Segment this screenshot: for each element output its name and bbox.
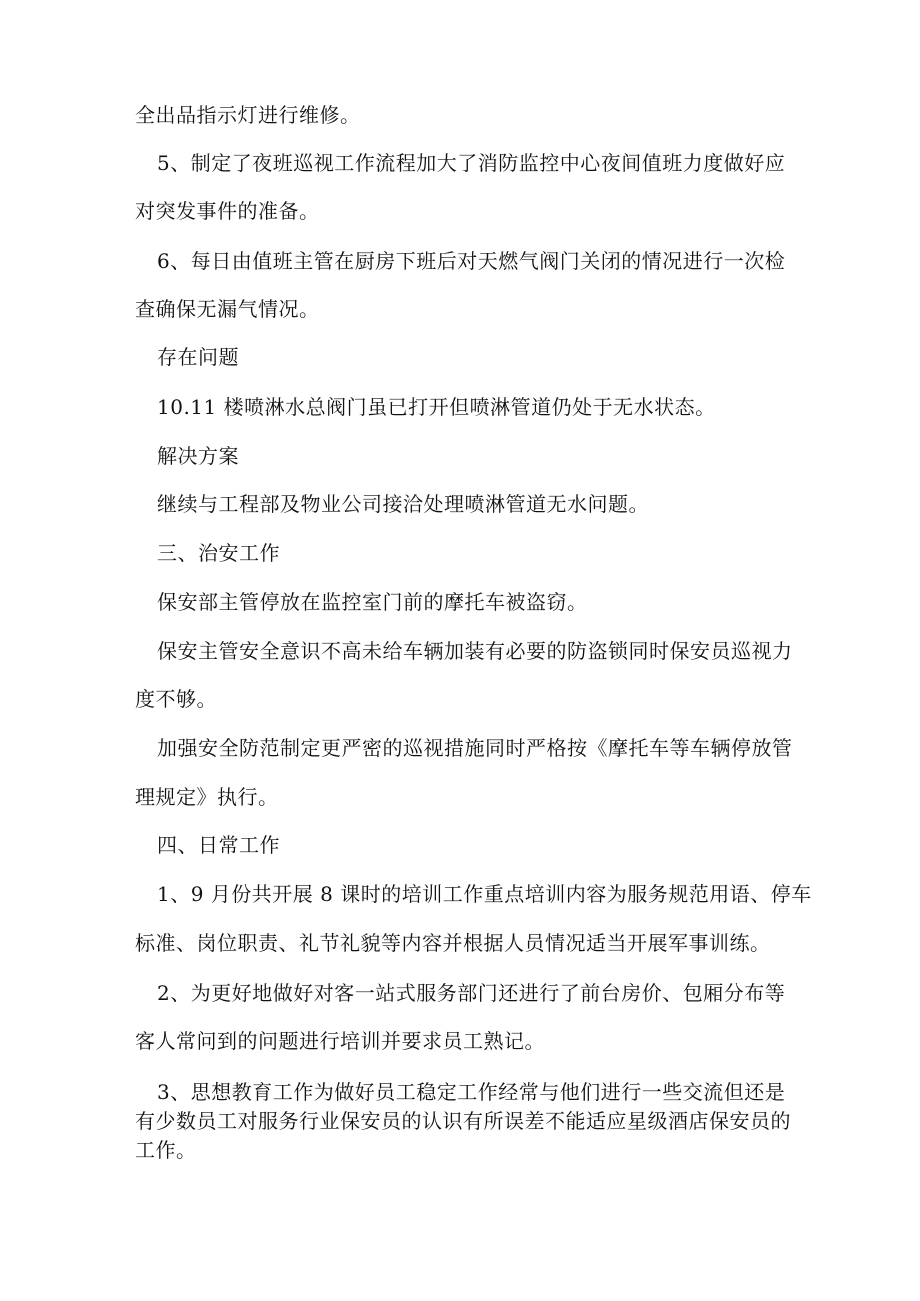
text-line: 1、9 月份共开展 8 课时的培训工作重点培训内容为服务规范用语、停车 xyxy=(157,882,812,906)
text-line: 客人常问到的问题进行培训并要求员工熟记。 xyxy=(135,1029,545,1053)
text-line: 工作。 xyxy=(135,1138,197,1162)
text-line: 保安部主管停放在监控室门前的摩托车被盗窃。 xyxy=(157,590,588,614)
text-line: 3、思想教育工作为做好员工稳定工作经常与他们进行一些交流但还是 xyxy=(157,1080,786,1104)
text-line: 有少数员工对服务行业保安员的认识有所误差不能适应星级酒店保安员的 xyxy=(135,1109,791,1133)
text-line: 理规定》执行。 xyxy=(135,785,279,809)
text-line: 全出品指示灯进行维修。 xyxy=(135,103,361,127)
text-line: 加强安全防范制定更严密的巡视措施同时严格按《摩托车等车辆停放管 xyxy=(157,736,793,760)
text-line: 保安主管安全意识不高未给车辆加装有必要的防盗锁同时保安员巡视力 xyxy=(157,639,793,663)
section-heading: 存在问题 xyxy=(157,345,239,369)
text-line: 6、每日由值班主管在厨房下班后对天燃气阀门关闭的情况进行一次检 xyxy=(157,249,786,273)
text-line: 10.11 楼喷淋水总阀门虽已打开但喷淋管道仍处于无水状态。 xyxy=(157,395,716,419)
section-heading: 四、日常工作 xyxy=(157,833,280,857)
section-heading: 三、治安工作 xyxy=(157,541,280,565)
text-line: 继续与工程部及物业公司接洽处理喷淋管道无水问题。 xyxy=(157,492,649,516)
text-line: 度不够。 xyxy=(135,687,217,711)
text-line: 查确保无漏气情况。 xyxy=(135,297,320,321)
text-line: 2、为更好地做好对客一站式服务部门还进行了前台房价、包厢分布等 xyxy=(157,981,786,1005)
text-line: 标准、岗位职责、礼节礼貌等内容并根据人员情况适当开展军事训练。 xyxy=(135,931,771,955)
text-line: 5、制定了夜班巡视工作流程加大了消防监控中心夜间值班力度做好应 xyxy=(157,151,786,175)
text-line: 对突发事件的准备。 xyxy=(135,199,320,223)
section-heading: 解决方案 xyxy=(157,444,239,468)
